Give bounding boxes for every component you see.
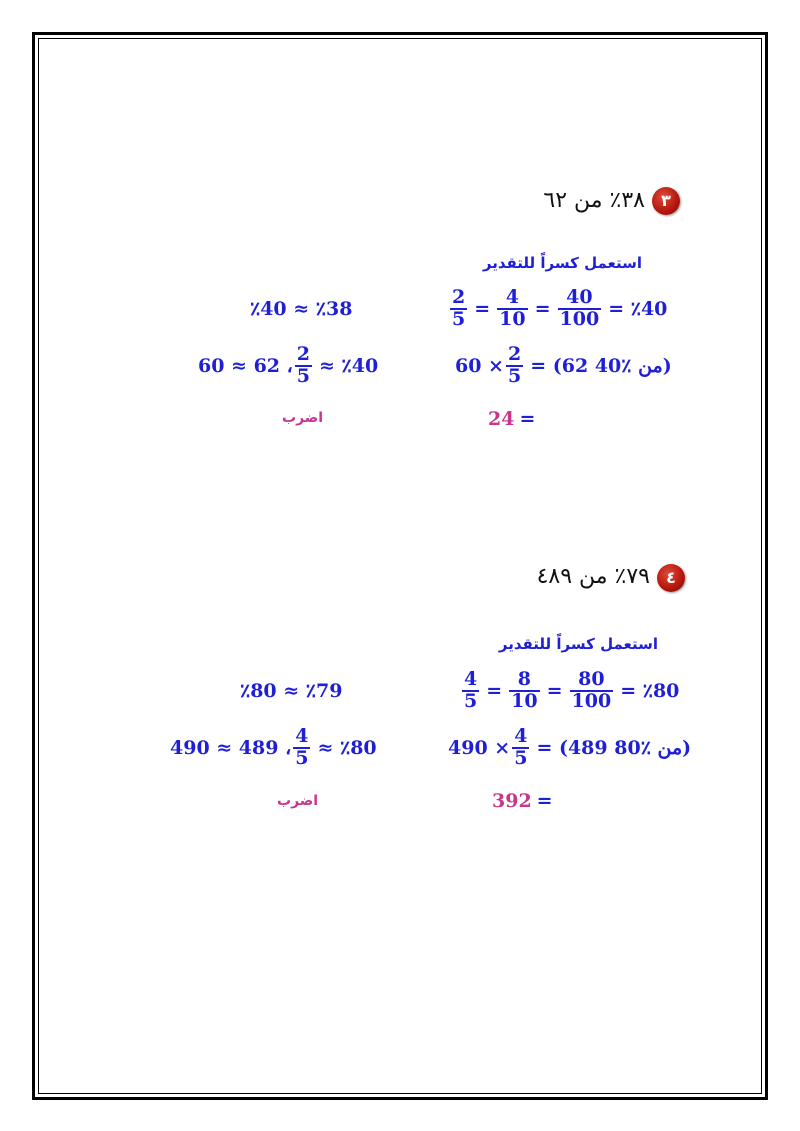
- fraction: $\frac{4}{5}$: [514, 725, 528, 769]
- fraction: $\frac{40}{100}$: [559, 286, 600, 330]
- problem-4-multiply-label: اضرب: [277, 793, 319, 809]
- problem-4-approximation: ٪80 ≈ ٪79: [240, 680, 343, 702]
- fraction: $\frac{2}{5}$: [507, 343, 522, 387]
- problem-3-title: ٣٨٪ من ٦٢: [543, 188, 645, 213]
- fraction: $\frac{2}{5}$: [296, 343, 311, 387]
- fraction: $\frac{2}{5}$: [452, 286, 466, 330]
- fraction: $\frac{80}{100}$: [571, 668, 612, 712]
- problem-4-compatible-numbers: 490 ≈ 489 ، $\frac{4}{5}$ ≈ ٪80: [170, 725, 377, 769]
- problem-3-approximation: ٪40 ≈ ٪38: [250, 298, 353, 320]
- problem-3-compatible-numbers: 60 ≈ 62 ، $\frac{2}{5}$ ≈ ٪40: [198, 343, 379, 387]
- fraction: $\frac{4}{5}$: [295, 725, 309, 769]
- fraction: $\frac{8}{10}$: [511, 668, 538, 712]
- problem-3-estimate-expression: 60 × $\frac{2}{5}$ = (62 من ٪40): [455, 343, 672, 387]
- fraction: $\frac{4}{10}$: [499, 286, 526, 330]
- problem-4-result: 392 =: [492, 790, 553, 812]
- problem-4-fraction-chain: $\frac{4}{5}$ = $\frac{8}{10}$ = $\frac{80}{100}$ = ٪80: [464, 668, 680, 712]
- fraction: $\frac{4}{5}$: [464, 668, 478, 712]
- problem-3-result: 24 =: [488, 408, 536, 430]
- problem-4-estimate-expression: 490 × $\frac{4}{5}$ = (489 من ٪80): [448, 725, 692, 769]
- problem-3-hint: استعمل كسراً للتقدير: [482, 254, 642, 272]
- problem-4-hint: استعمل كسراً للتقدير: [498, 635, 658, 653]
- problem-4-title: ٧٩٪ من ٤٨٩: [536, 564, 650, 589]
- problem-3-fraction-chain: $\frac{2}{5}$ = $\frac{4}{10}$ = $\frac{40}{100}$ = ٪40: [452, 286, 668, 330]
- problem-3-number-badge: ٣: [652, 187, 680, 215]
- problem-4-number-badge: ٤: [657, 564, 685, 592]
- problem-3-multiply-label: اضرب: [282, 410, 324, 426]
